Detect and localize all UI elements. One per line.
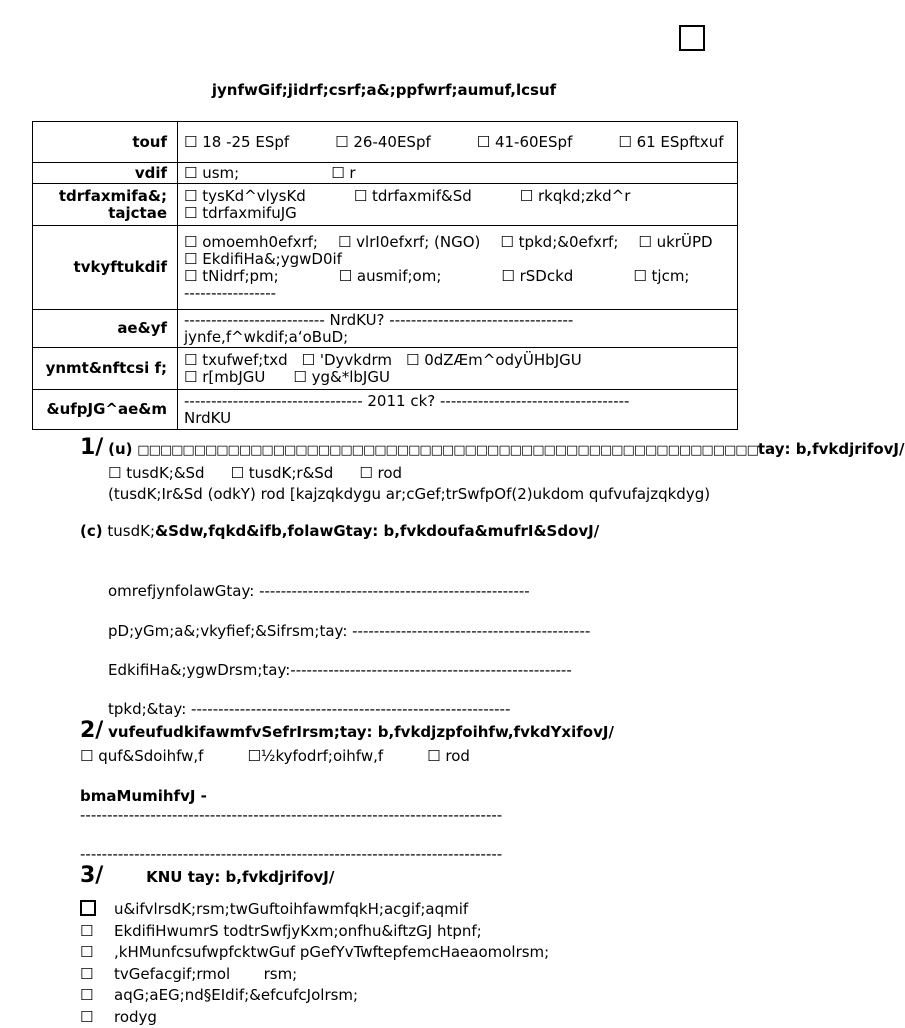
option-checkbox[interactable]: ☐ 41-60ESpf — [477, 134, 573, 151]
option-checkbox[interactable]: ☐ 0dZÆm^odyÜHbJGU — [406, 352, 582, 369]
option-checkbox[interactable]: ☐ usm; — [184, 165, 239, 182]
option-checkbox[interactable]: ☐ rod — [359, 464, 402, 483]
list-item[interactable]: ☐ ,kHMunfcsufwpfcktwGuf pGefYvTwftepfemcHaeaomolrsm; — [80, 942, 549, 964]
table-row — [33, 122, 738, 163]
corner-checkbox[interactable] — [679, 25, 705, 51]
list-item[interactable]: ☐ EkdifiHwumrS todtrSwfjyKxm;onfhu&iftzGJ htpnf; — [80, 921, 549, 943]
reason-label: bmaMumihfvJ - — [80, 787, 720, 806]
option-checkbox[interactable]: ☐ ukrÜPD — [638, 234, 712, 251]
fill-line[interactable]: tpkd;&tay: ----------------------------------------------------------- — [108, 700, 510, 718]
option-checkbox[interactable]: ☐ tdrfaxmif&Sd — [354, 188, 472, 205]
option-checkbox[interactable]: ☐ rSDckd — [501, 268, 573, 285]
row-label-occupation: tvkyftukdif — [33, 226, 178, 310]
checkbox-icon[interactable]: ☐ — [80, 985, 114, 1007]
demographics-table — [32, 121, 738, 430]
checkbox-icon[interactable]: ☐ — [80, 1007, 114, 1028]
option-checkbox[interactable]: ☐ tdrfaxmifuJG — [184, 205, 297, 222]
skip-note: (tusdK;Ir&Sd (odkY) rod [kajzqkdygu ar;cGef;trSwfpOf(2)ukdom qufvufajzqkdyg) — [80, 485, 714, 504]
row-label-age: touf — [33, 122, 178, 163]
list-item[interactable]: u&ifvlrsdK;rsm;twGuftoihfawmfqkH;acgif;aqmif — [80, 899, 549, 921]
other-fill-line: ----------------- — [184, 285, 733, 302]
row-label-location: ae&yf — [33, 310, 178, 348]
checkbox-icon[interactable] — [80, 900, 96, 916]
option-checkbox[interactable]: ☐ quf&Sdoihfw,f — [80, 747, 203, 766]
page-title: jynfwGif;jidrf;csrf;a&;ppfwrf;aumuf,lcsuf — [0, 81, 768, 99]
reason-fill-line[interactable]: ------------------------------------------------------------------------------ — [80, 806, 550, 824]
township-fill-line: -------------------------- NrdKU? ---------------------------------- — [184, 312, 733, 329]
option-checkbox[interactable]: ☐ 'Dyvkdrm — [302, 352, 392, 369]
option-checkbox[interactable]: ☐ txufwef;txd — [184, 352, 288, 369]
option-checkbox[interactable]: ☐ tysKd^vlysKd — [184, 188, 306, 205]
option-checkbox[interactable]: ☐ tusdK;r&Sd — [231, 464, 334, 483]
fill-line[interactable]: pD;yGm;a&;vkyfief;&Sifrsm;tay: -------------------------------------------- — [108, 622, 590, 640]
option-checkbox[interactable]: ☐ 61 ESpftxuf — [618, 134, 723, 151]
option-checkbox[interactable]: ☐ omoemh0efxrf; — [184, 234, 318, 251]
table-row — [33, 348, 738, 390]
reason-fill-line[interactable]: ------------------------------------------------------------------------------ — [80, 845, 550, 863]
table-row — [33, 390, 738, 430]
row-label-date-place: &ufpJG^ae&m — [33, 390, 178, 430]
row-label-marital: tdrfaxmifa&; tajctae — [33, 184, 178, 226]
table-row — [33, 226, 738, 310]
question-number: 1/ — [80, 435, 103, 460]
option-checkbox[interactable]: ☐ tusdK;&Sd — [108, 464, 205, 483]
option-checkbox[interactable]: ☐ rkqkd;zkd^r — [520, 188, 631, 205]
option-checkbox[interactable]: ☐ rod — [427, 747, 470, 766]
checkbox-icon[interactable]: ☐ — [80, 942, 114, 964]
question-number: 3/ — [80, 863, 103, 888]
option-checkbox[interactable]: ☐ 18 -25 ESpf — [184, 134, 289, 151]
checkbox-icon[interactable]: ☐ — [80, 921, 114, 943]
question-1: 1/ (u) □□□□□□□□□□□□□□□□□□□□□□□□□□□□□□□□□□□□□□□□□□□□□□□□□□□□□□□tay: b,fvkdjrifovJ/ — [80, 438, 720, 460]
option-checkbox[interactable]: ☐ 26-40ESpf — [335, 134, 431, 151]
option-checkbox[interactable]: ☐ ausmif;om; — [339, 268, 442, 285]
town-fill-line: NrdKU — [184, 410, 733, 427]
option-checkbox[interactable]: ☐ yg&*lbJGU — [293, 369, 390, 386]
question-number: 2/ — [80, 718, 103, 743]
checkbox-icon[interactable]: ☐ — [80, 964, 114, 986]
question-2: 2/ vufeufudkifawmfvSefrIrsm;tay: b,fvkdjzpfoihfw,fvkdYxifovJ/ — [80, 721, 720, 742]
row-label-education: ynmt&nftcsi f; — [33, 348, 178, 390]
option-checkbox[interactable]: ☐ tpkd;&0efxrf; — [500, 234, 618, 251]
question-3: 3/ KNU tay: b,fvkdjrifovJ/ — [80, 866, 720, 887]
q3-option-list — [80, 899, 549, 1028]
sub-question: &Sdw,fqkd&ifb,folawGtay: b,fvkdoufa&mufrI&SdovJ/ — [155, 522, 599, 540]
option-checkbox[interactable]: ☐ EkdifiHa&;ygwD0if — [184, 251, 342, 268]
option-checkbox[interactable]: ☐ tNidrf;pm; — [184, 268, 279, 285]
state-fill-line: jynfe,f^wkdif;aʻoBuD; — [184, 329, 733, 346]
garbled-text: □□□□□□□□□□□□□□□□□□□□□□□□□□□□□□□□□□□□□□□□□□□□□□□□□□□□□□□ — [137, 443, 758, 458]
row-label-gender: vdif — [33, 163, 178, 184]
fill-line[interactable]: EdkifiHa&;ygwDrsm;tay:---------------------------------------------------- — [108, 661, 572, 679]
option-checkbox[interactable]: ☐ vlrI0efxrf; (NGO) — [338, 234, 480, 251]
list-item[interactable]: ☐ rodyg — [80, 1007, 549, 1028]
option-checkbox[interactable]: ☐½kyfodrf;oihfw,f — [247, 747, 383, 766]
option-checkbox[interactable]: ☐ r — [331, 165, 355, 182]
option-checkbox[interactable]: ☐ r[mbJGU — [184, 369, 265, 386]
table-row — [33, 163, 738, 184]
fill-line[interactable]: omrefjynfolawGtay: -------------------------------------------------- — [108, 582, 530, 600]
table-row — [33, 310, 738, 348]
list-item[interactable]: ☐ aqG;aEG;nd§EIdif;&efcufcJolrsm; — [80, 985, 549, 1007]
list-item[interactable]: ☐ tvGefacgif;rmol rsm; — [80, 964, 549, 986]
date-fill-line: --------------------------------- 2011 ck? ----------------------------------- — [184, 393, 733, 410]
option-checkbox[interactable]: ☐ tjcm; — [633, 268, 689, 285]
table-row — [33, 184, 738, 226]
